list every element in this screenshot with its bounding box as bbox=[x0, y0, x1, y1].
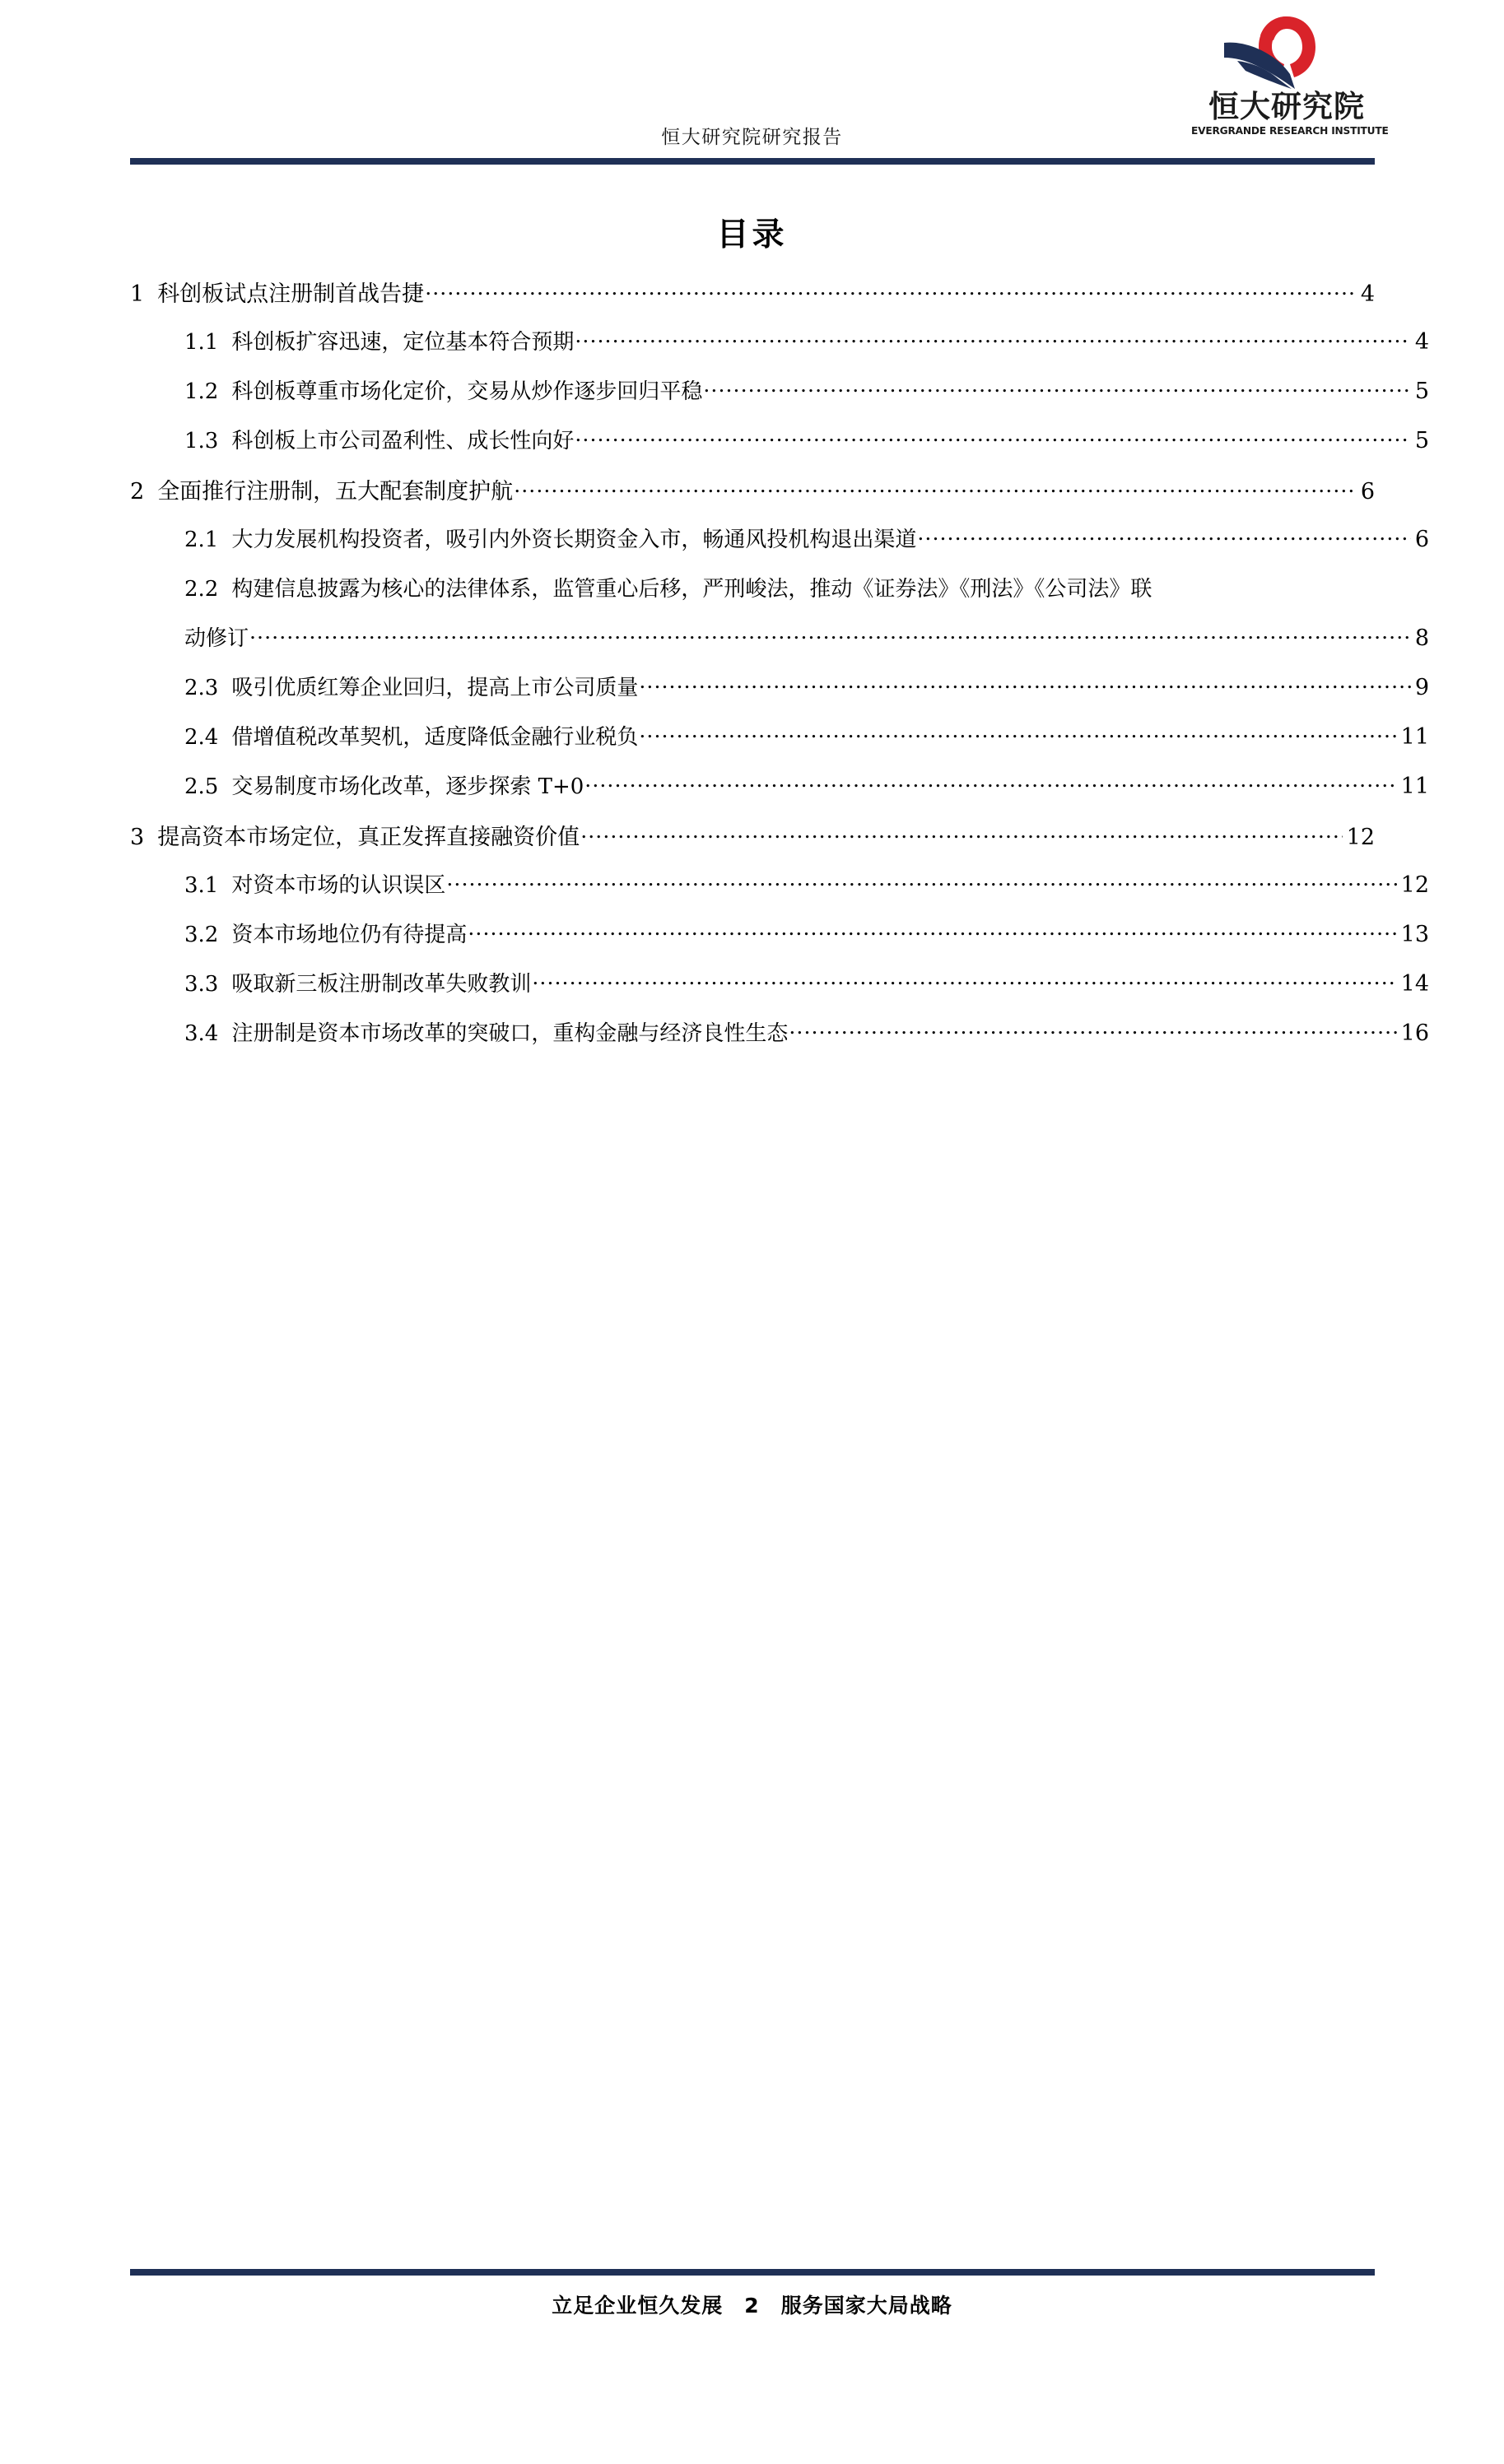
toc-leader-dots bbox=[639, 723, 1396, 744]
toc-leader-dots bbox=[580, 822, 1342, 844]
toc-leader-dots bbox=[468, 920, 1396, 941]
toc-entry-continuation[interactable] bbox=[130, 621, 1429, 671]
toc-page-number: 11 bbox=[1400, 774, 1429, 799]
toc-leader-dots bbox=[532, 969, 1396, 991]
table-of-contents bbox=[130, 276, 1429, 1066]
toc-entry-label: 对资本市场的认识误区 bbox=[231, 873, 446, 898]
toc-entry-label: 科创板试点注册制首战告捷 bbox=[157, 281, 425, 307]
toc-entry[interactable] bbox=[130, 720, 1429, 769]
toc-leader-dots bbox=[917, 525, 1410, 546]
toc-page-number: 12 bbox=[1400, 872, 1429, 898]
toc-entry-label: 借增值税改革契机，适度降低金融行业税负 bbox=[231, 725, 639, 750]
toc-leader-dots bbox=[425, 279, 1357, 301]
toc-leader-dots bbox=[446, 871, 1396, 892]
toc-entry[interactable] bbox=[130, 1016, 1429, 1066]
toc-leader-dots bbox=[703, 377, 1410, 398]
toc-entry-number: 3.4 bbox=[184, 1021, 219, 1046]
toc-entry-label: 交易制度市场化改革，逐步探索 T+0 bbox=[231, 774, 584, 799]
toc-entry[interactable] bbox=[130, 424, 1429, 473]
toc-entry[interactable] bbox=[130, 473, 1375, 523]
page-header bbox=[0, 0, 1504, 165]
toc-entry-number: 3.1 bbox=[184, 873, 219, 898]
toc-entry-label: 科创板上市公司盈利性、成长性向好 bbox=[231, 429, 575, 453]
toc-entry-label: 大力发展机构投资者，吸引内外资长期资金入市，畅通风投机构退出渠道 bbox=[231, 528, 917, 552]
toc-entry-label: 注册制是资本市场改革的突破口，重构金融与经济良性生态 bbox=[231, 1021, 789, 1046]
toc-page-number: 5 bbox=[1414, 428, 1429, 453]
toc-entry-label: 吸引优质红筹企业回归，提高上市公司质量 bbox=[231, 676, 639, 700]
toc-page-number: 16 bbox=[1400, 1020, 1429, 1046]
footer-divider-rule bbox=[130, 2269, 1375, 2276]
header-report-title: 恒大研究院研究报告 bbox=[661, 127, 843, 148]
toc-page-number: 9 bbox=[1414, 675, 1429, 700]
toc-entry[interactable] bbox=[130, 374, 1429, 424]
header-divider-rule bbox=[130, 158, 1375, 165]
toc-entry-number: 2.1 bbox=[184, 528, 219, 552]
toc-entry-label-continued: 动修订 bbox=[184, 626, 249, 651]
toc-entry-label: 科创板尊重市场化定价，交易从炒作逐步回归平稳 bbox=[231, 379, 703, 404]
toc-entry-label: 资本市场地位仍有待提高 bbox=[231, 923, 468, 947]
toc-page-number: 11 bbox=[1400, 724, 1429, 750]
toc-entry-number: 1.2 bbox=[184, 379, 219, 404]
logo-chinese-name: 恒大研究院 bbox=[1208, 89, 1365, 124]
toc-entry-number: 3.3 bbox=[184, 972, 219, 997]
logo-english-name: EVERGRANDE RESEARCH INSTITUTE bbox=[1191, 125, 1389, 137]
toc-entry-label: 全面推行注册制，五大配套制度护航 bbox=[157, 479, 514, 504]
toc-page-number: 6 bbox=[1360, 479, 1375, 504]
toc-leader-dots bbox=[789, 1019, 1396, 1040]
page-footer bbox=[0, 2290, 1504, 2319]
toc-entry-number: 1.3 bbox=[184, 429, 219, 453]
toc-page-number: 8 bbox=[1414, 625, 1429, 651]
footer-page-number: 2 bbox=[744, 2294, 760, 2318]
toc-entry-label: 吸取新三板注册制改革失败教训 bbox=[231, 972, 532, 997]
logo-mark-icon bbox=[1191, 12, 1382, 91]
toc-entry-number: 2 bbox=[130, 479, 145, 504]
toc-page-number: 4 bbox=[1360, 281, 1375, 307]
toc-entry-label: 科创板扩容迅速，定位基本符合预期 bbox=[231, 330, 575, 355]
toc-page-number: 12 bbox=[1346, 825, 1375, 850]
toc-page-number: 13 bbox=[1400, 922, 1429, 947]
toc-entry-label: 提高资本市场定位，真正发挥直接融资价值 bbox=[157, 825, 580, 850]
toc-entry[interactable] bbox=[130, 276, 1375, 325]
toc-leader-dots bbox=[575, 426, 1410, 448]
toc-page-number: 6 bbox=[1414, 527, 1429, 552]
toc-leader-dots bbox=[639, 673, 1410, 695]
toc-entry[interactable] bbox=[130, 671, 1429, 720]
toc-entry-number: 2.5 bbox=[184, 774, 219, 799]
toc-entry[interactable] bbox=[130, 918, 1429, 967]
toc-entry[interactable] bbox=[130, 523, 1429, 572]
toc-leader-dots bbox=[584, 772, 1396, 793]
toc-entry[interactable] bbox=[130, 868, 1429, 918]
toc-leader-dots bbox=[575, 328, 1410, 349]
toc-entry[interactable] bbox=[130, 967, 1429, 1016]
footer-right-slogan: 服务国家大局战略 bbox=[780, 2294, 952, 2318]
toc-entry-number: 2.4 bbox=[184, 725, 219, 750]
toc-entry[interactable] bbox=[130, 819, 1375, 868]
toc-page-number: 14 bbox=[1400, 971, 1429, 997]
toc-entry-number: 1.1 bbox=[184, 330, 219, 355]
toc-leader-dots bbox=[249, 624, 1411, 645]
toc-entry[interactable] bbox=[130, 325, 1429, 374]
toc-page-number: 5 bbox=[1414, 379, 1429, 404]
toc-heading: 目录 bbox=[716, 216, 788, 253]
toc-entry[interactable] bbox=[130, 769, 1429, 819]
toc-entry-number: 3 bbox=[130, 825, 145, 850]
toc-entry-number: 1 bbox=[130, 281, 145, 307]
toc-entry[interactable] bbox=[130, 572, 1375, 621]
toc-entry-number: 2.2 bbox=[184, 577, 219, 602]
footer-left-slogan: 立足企业恒久发展 bbox=[552, 2294, 724, 2318]
toc-leader-dots bbox=[514, 477, 1357, 499]
toc-page-number: 4 bbox=[1414, 329, 1429, 355]
toc-entry-number: 2.3 bbox=[184, 676, 219, 700]
toc-entry-number: 3.2 bbox=[184, 923, 219, 947]
toc-entry-label: 构建信息披露为核心的法律体系，监管重心后移，严刑峻法，推动《证券法》《刑法》《公司法》联 bbox=[231, 577, 1152, 602]
